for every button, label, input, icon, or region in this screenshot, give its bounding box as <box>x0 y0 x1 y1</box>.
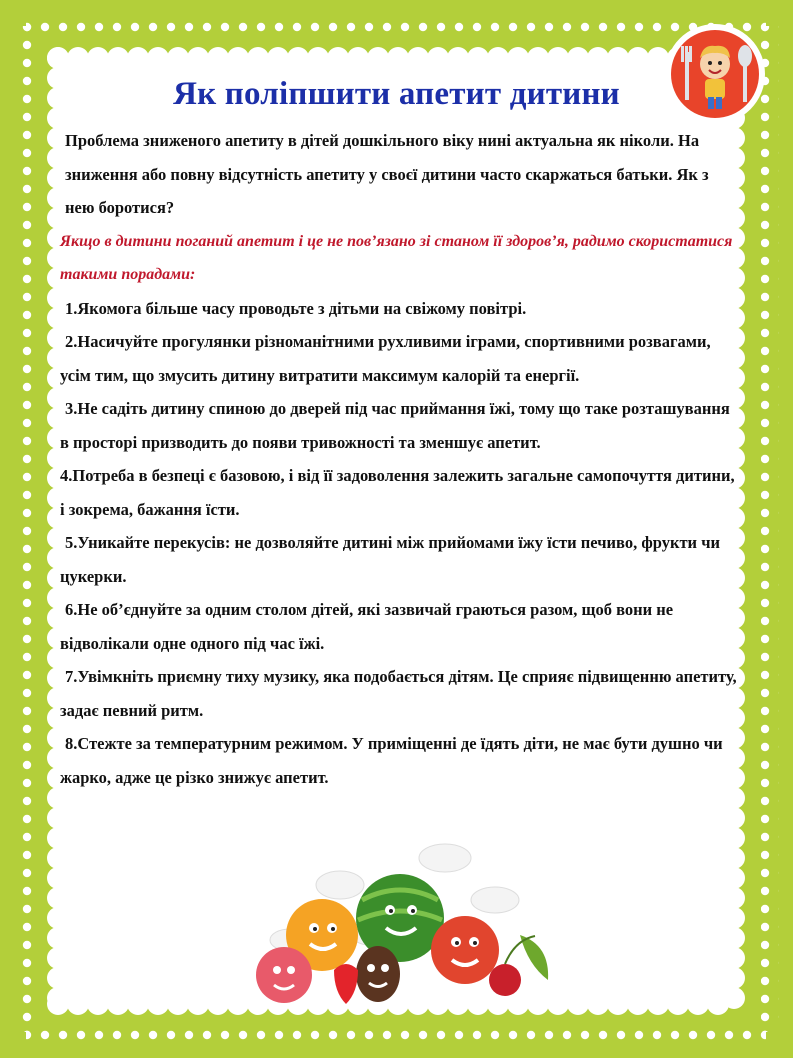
tip-2: 2.Насичуйте прогулянки різноманітними рухливими іграми, спортивними розвагами, усім тим, що змусить дитину витратити максимум калорій та енергії. <box>60 332 711 385</box>
advice-paragraph: Якщо в дитини поганий апетит і це не пов’язано зі станом її здоров’я, радимо скористатися такими порадами: <box>60 232 733 283</box>
page-title: Як поліпшити апетит дитини <box>173 76 620 112</box>
tip-4: 4.Потреба в безпеці є базовою, і від її задоволення залежить загальне самопочуття дитини, і зокрема, бажання їсти. <box>60 466 735 519</box>
tip-3: 3.Не садіть дитину спиною до дверей під час приймання їжі, тому що таке розташування в просторі призводить до появи тривожності та зменшує апетит. <box>60 399 730 452</box>
cartoon-fruits-in-chef-hats-illustration <box>250 840 560 1010</box>
tip-1: 1.Якомога більше часу проводьте з дітьми на свіжому повітрі. <box>65 298 527 318</box>
child-with-fork-and-spoon-icon <box>663 22 768 127</box>
tip-7: 7.Увімкніть приємну тиху музику, яка подобається дітям. Це сприяє підвищенню апетиту, задає певний ритм. <box>60 667 737 720</box>
intro-paragraph: Проблема зниженого апетиту в дітей дошкільного віку нині актуальна як ніколи. На зниження або повну відсутність апетиту у своєї дитини часто скаржаться батьки. Як з нею боротися? <box>65 131 709 217</box>
tip-5: 5.Уникайте перекусів: не дозволяйте дитині між прийомами їжу їсти печиво, фрукти чи цукерки. <box>60 533 721 586</box>
tip-6: 6.Не об’єднуйте за одним столом дітей, які зазвичай граються разом, щоб вони не відволікали одне одного під час їжі. <box>60 600 674 653</box>
tip-8: 8.Стежте за температурним режимом. У приміщенні де їдять діти, не має бути душно чи жарко, адже це різко знижує апетит. <box>60 734 723 787</box>
article-body <box>60 124 738 794</box>
